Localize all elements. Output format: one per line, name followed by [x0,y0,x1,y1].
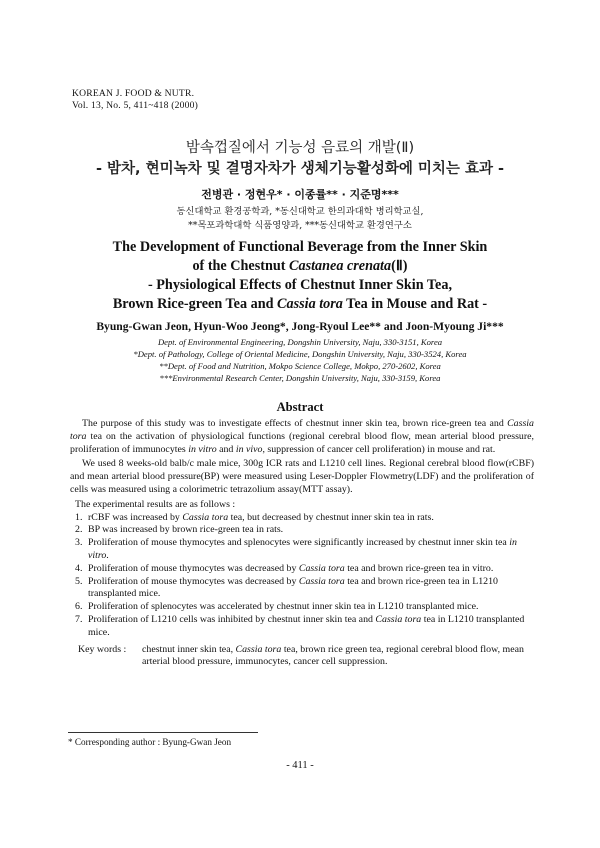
list-item: 4. Proliferation of mouse thymocytes was decreased by Cassia tora tea and brown rice-green tea in vitro. [75,562,494,574]
korean-authors: 전병관 · 정현우* · 이종률** · 지준명*** [201,188,399,201]
abstract-paragraph-2: We used 8 weeks-old balb/c male mice, 300g ICR rats and L1210 cell lines. Regional cerebral blood flow(rCBF) and mean arterial blood pressure(BP) were measured using Leser-Doppler Flowmetry(LDF) and the proliferation of cells was measured using a colorimetric tetrazolium assay(MTT assay). [70,458,534,495]
list-item: 1. rCBF was increased by Cassia tora tea, but decreased by chestnut inner skin tea in rats. [75,511,434,523]
korean-subtitle: - 밤차, 현미녹차 및 결명자차가 생체기능활성화에 미치는 효과 - [95,161,505,177]
korean-affiliation-1: 동신대학교 환경공학과, *동신대학교 한의과대학 병리학교실, [176,206,424,217]
korean-affiliation-2: **목포과학대학 식품영양과, ***동신대학교 환경연구소 [188,220,412,231]
list-item: 5. Proliferation of mouse thymocytes was decreased by Cassia tora tea and brown rice-green tea in L1210 transplanted mice. [75,575,498,600]
list-item: 6. Proliferation of splenocytes was accelerated by chestnut inner skin tea in L1210 transplanted mice. [75,601,479,613]
journal-volume: Vol. 13, No. 5, 411~418 (2000) [72,100,199,111]
list-item: 7. Proliferation of L1210 cells was inhibited by chestnut inner skin tea and Cassia tora tea in L1210 transplanted mice. [75,613,525,638]
list-item: 3. Proliferation of mouse thymocytes and splenocytes were significantly increased by chestnut inner skin tea in vitro. [75,537,517,561]
english-authors: Byung-Gwan Jeon, Hyun-Woo Jeong*, Jong-Ryoul Lee** and Joon-Myoung Ji*** [96,320,504,333]
english-title-line-4: Brown Rice-green Tea and Cassia tora Tea in Mouse and Rat - [112,296,488,312]
abstract-paragraph-1: The purpose of this study was to investigate effects of chestnut inner skin tea, brown rice-green tea and Cassia tora tea on the activation of physiological functions (regional cerebral blood flow, mean arterial blood pressure, proliferation of immunocytes in vitro and in vivo, suppression of cancer cell proliferation) in mouse and rat. [70,418,534,455]
results-list [70,512,534,640]
page-number: - 411 - [286,760,314,771]
english-title-line-1: The Development of Functional Beverage from the Inner Skin [112,239,488,255]
journal-info [72,88,198,112]
journal-name: KOREAN J. FOOD & NUTR. [72,88,195,99]
footnote-divider [68,732,258,733]
results-lead: The experimental results are as follows : [75,498,236,510]
english-title-line-3: - Physiological Effects of Chestnut Inner Skin Tea, [147,277,452,293]
abstract-body [70,418,534,669]
english-affiliation-4: ***Environmental Research Center, Dongshin University, Naju, 330-3159, Korea [159,373,441,383]
abstract-heading: Abstract [276,400,324,414]
english-affiliation-1: Dept. of Environmental Engineering, Dongshin University, Naju, 330-3151, Korea [157,337,443,347]
korean-title: 밤속껍질에서 기능성 음료의 개발(Ⅱ) [185,140,415,156]
keywords-label: Key words : [78,643,127,655]
english-affiliation-2: *Dept. of Pathology, College of Oriental Medicine, Dongshin University, Naju, 330-3524, Korea [133,349,467,359]
list-item: 2. BP was increased by brown rice-green tea in rats. [75,524,284,536]
keywords: Key words : chestnut inner skin tea, Cassia tora tea, brown rice green tea, regional cerebral blood flow, mean arterial blood pressure, immunocytes, cancer cell suppression. [78,643,524,668]
english-affiliation-3: **Dept. of Food and Nutrition, Mokpo Science College, Mokpo, 270-2602, Korea [159,361,441,371]
corresponding-author-footnote: * Corresponding author : Byung-Gwan Jeon [68,737,232,747]
english-title-line-2: of the Chestnut Castanea crenata(Ⅱ) [192,258,408,274]
